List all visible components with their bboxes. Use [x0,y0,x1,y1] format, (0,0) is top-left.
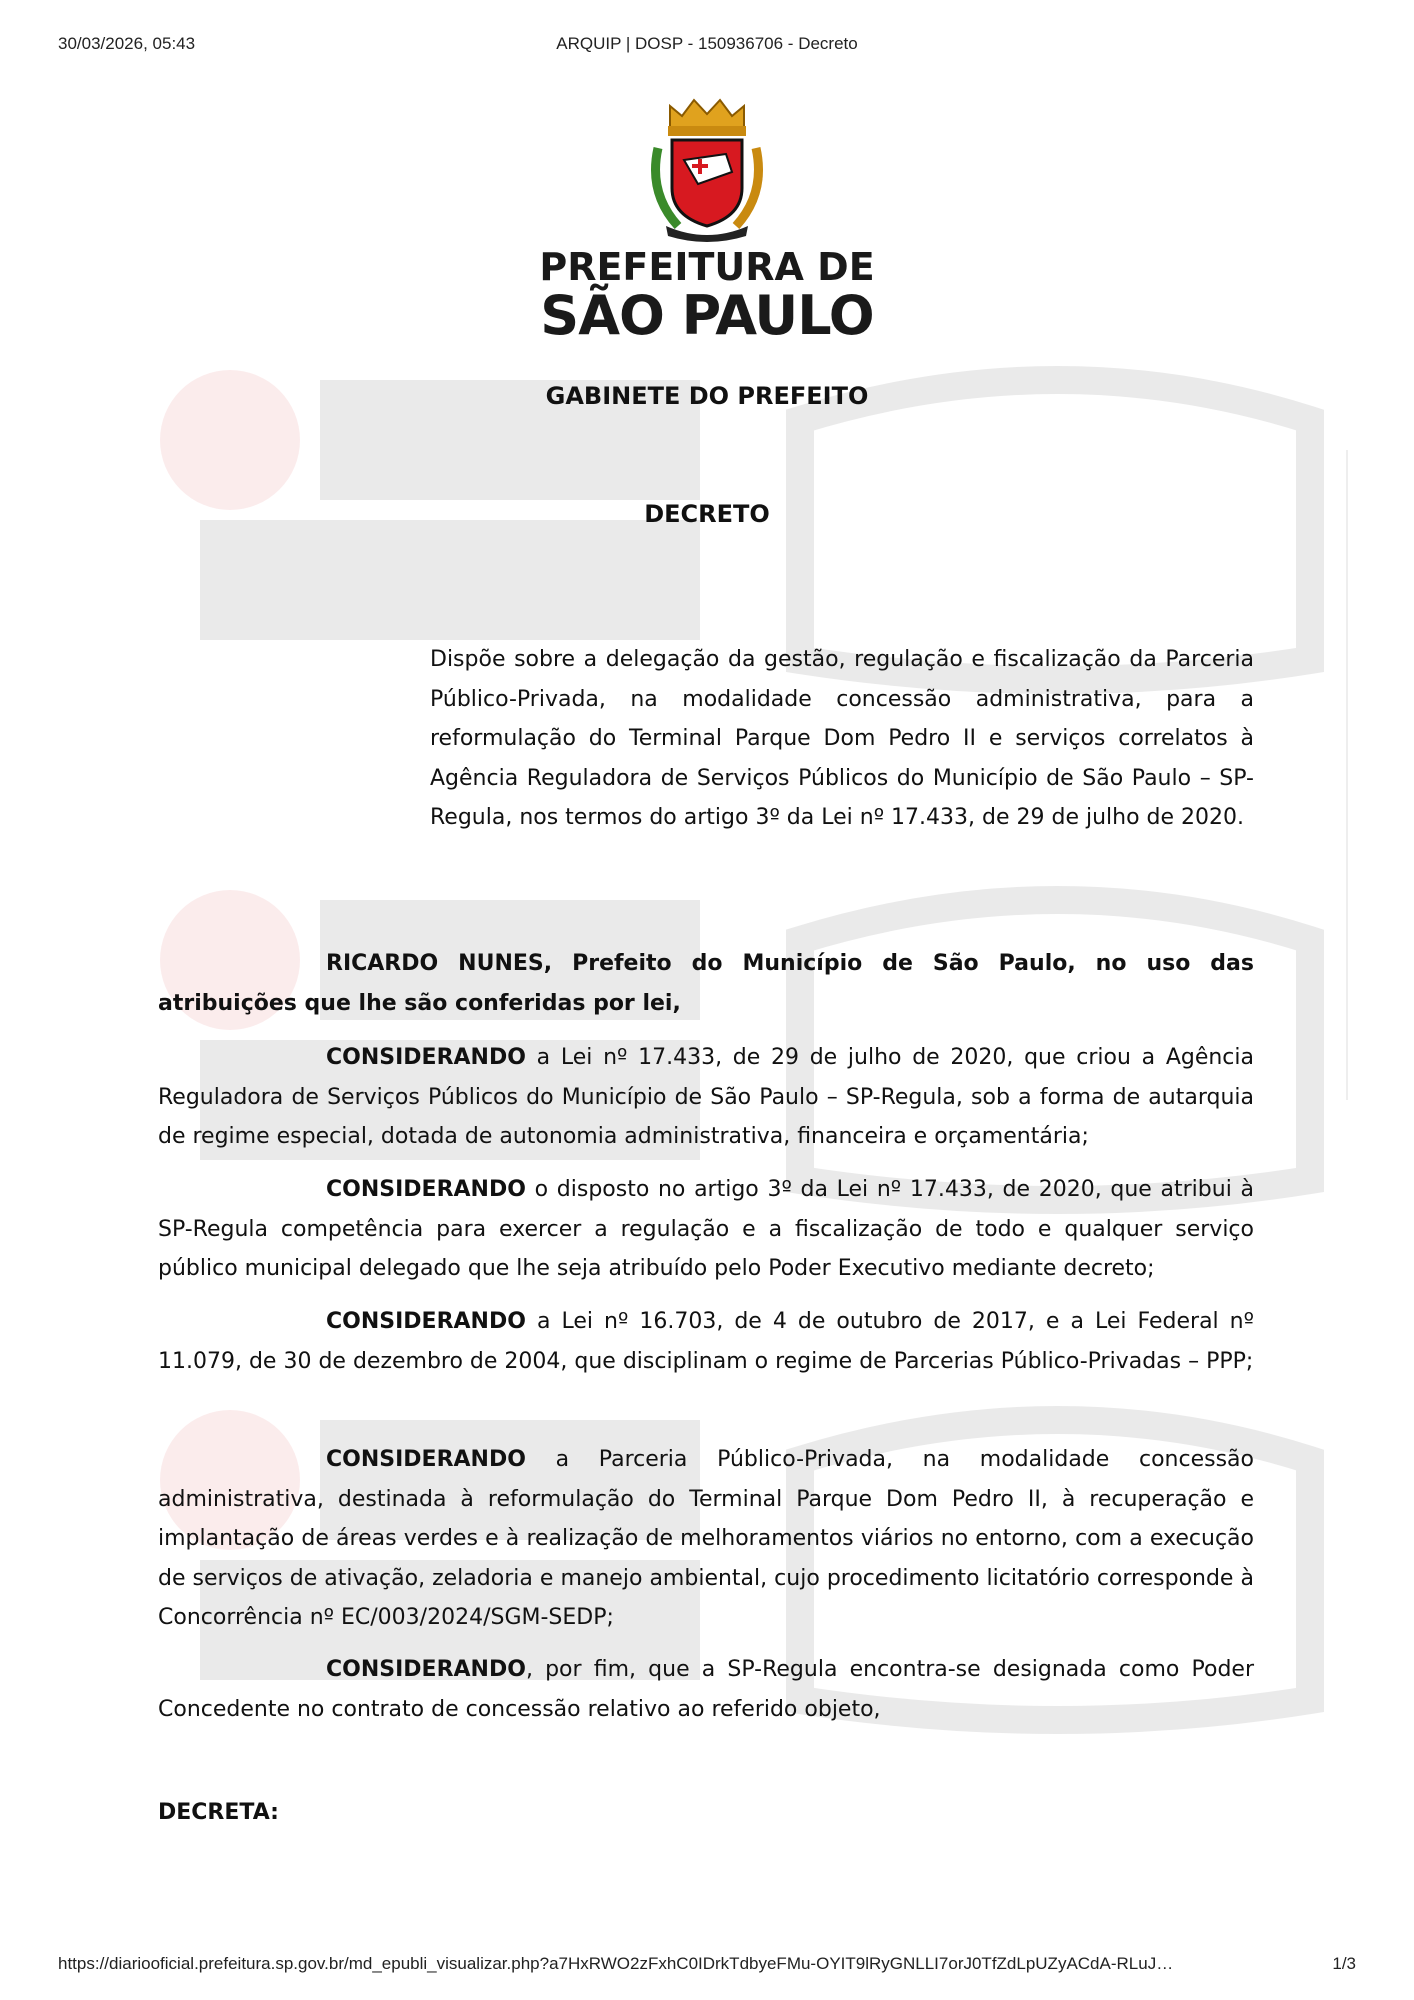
ementa: Dispõe sobre a delegação da gestão, regulação e fiscalização da Parceria Público-Privada, na modalidade concessão administrativa, para a reformulação do Terminal Parque Dom Pedro II e serviços correlatos à Agência Reguladora de Serviços Públicos do Município de São Paulo – SP-Regula, nos termos do artigo 3º da Lei nº 17.433, de 29 de julho de 2020. [430,647,1254,830]
considerando-text: , por fim, que a SP-Regula encontra-se designada como Poder Concedente no contrato de concessão relativo ao referido objeto, [158,1657,1254,1722]
considerando-4 [158,1440,1254,1638]
considerando-keyword: CONSIDERANDO [326,1045,526,1070]
page-edge-line [1346,450,1348,1100]
heading-decreto: DECRETO [644,500,770,528]
logo-line-1: PREFEITURA DE [539,245,875,289]
considerando-5 [158,1650,1254,1729]
considerando-2 [158,1170,1254,1289]
preamble [158,944,1254,1023]
print-header [58,34,1356,58]
decreta-heading: DECRETA: [158,1800,279,1825]
considerando-text: a Lei nº 17.433, de 29 de julho de 2020, que criou a Agência Reguladora de Serviços Públicos do Município de São Paulo – SP-Regula, sob a forma de autarquia de regime especial, dotada de autonomia administrativa, financeira e orçamentária; [158,1045,1254,1149]
print-title: ARQUIP | DOSP - 150936706 - Decreto [556,34,858,53]
considerando-1 [158,1038,1254,1157]
coat-of-arms-icon [648,98,766,244]
logo-line-2: SÃO PAULO [540,284,874,347]
print-footer [58,1954,1356,1978]
prefeitura-logo [500,245,914,347]
preamble-text: RICARDO NUNES, Prefeito do Município de São Paulo, no uso das atribuições que lhe são conferidas por lei, [158,951,1254,1016]
considerando-text: a Lei nº 16.703, de 4 de outubro de 2017, e a Lei Federal nº 11.079, de 30 de dezembro de 2004, que disciplinam o regime de Parcerias Público-Privadas – PPP; [158,1309,1254,1374]
considerando-keyword: CONSIDERANDO [326,1447,526,1472]
heading-gabinete: GABINETE DO PREFEITO [545,382,869,410]
considerando-text: a Parceria Público-Privada, na modalidade concessão administrativa, destinada à reformulação do Terminal Parque Dom Pedro II, à recuperação e implantação de áreas verdes e à realização de melhoramentos viários no entorno, com a execução de serviços de ativação, zeladoria e manejo ambiental, cujo procedimento licitatório corresponde à Concorrência nº EC/003/2024/SGM-SEDP; [158,1447,1254,1630]
considerando-keyword: CONSIDERANDO [326,1309,526,1334]
considerando-keyword: CONSIDERANDO [326,1657,526,1682]
considerando-text: o disposto no artigo 3º da Lei nº 17.433, de 2020, que atribui à SP-Regula competência para exercer a regulação e a fiscalização de todo e qualquer serviço público municipal delegado que lhe seja atribuído pelo Poder Executivo mediante decreto; [158,1177,1254,1281]
considerando-keyword: CONSIDERANDO [326,1177,526,1202]
page-number: 1/3 [1332,1954,1356,1973]
print-date: 30/03/2026, 05:43 [58,34,196,53]
considerando-3 [158,1302,1254,1381]
page-url-link[interactable]: https://diariooficial.prefeitura.sp.gov.br/md_epubli_visualizar.php?a7HxRWO2zFxhC0IDrkTdbyeFMu-OYIT9lRyGNLLI7orJ0TfZdLpUZyACdA-RLuJ… [58,1954,1174,1973]
